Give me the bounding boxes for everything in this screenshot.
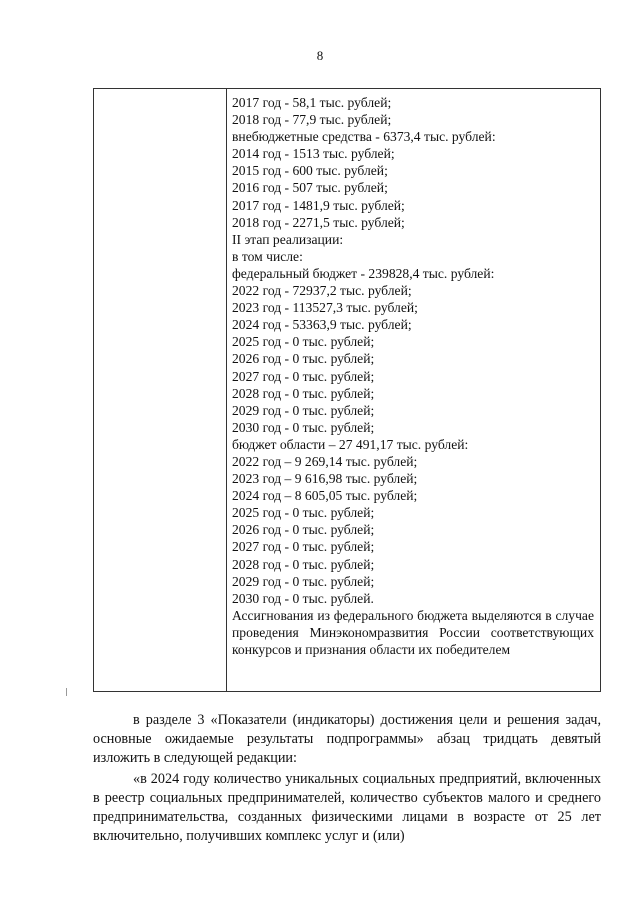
funding-line: 2018 год - 77,9 тыс. рублей;: [232, 112, 392, 128]
funding-line: II этап реализации:: [232, 231, 344, 247]
funding-line: внебюджетные средства - 6373,4 тыс. рублей:: [232, 129, 496, 145]
funding-line: 2015 год - 600 тыс. рублей;: [232, 163, 388, 179]
funding-line: 2030 год - 0 тыс. рублей.: [232, 590, 374, 606]
funding-line: 2026 год - 0 тыс. рублей;: [232, 351, 375, 367]
funding-line: бюджет области – 27 491,17 тыс. рублей:: [232, 436, 469, 452]
funding-line: 2029 год - 0 тыс. рублей;: [232, 573, 375, 589]
funding-line: 2027 год - 0 тыс. рублей;: [232, 368, 375, 384]
funding-line: федеральный бюджет - 239828,4 тыс. рублей:: [232, 265, 495, 281]
funding-line: 2017 год - 1481,9 тыс. рублей;: [232, 197, 405, 213]
funding-line: 2016 год - 507 тыс. рублей;: [232, 180, 388, 196]
paragraph: в разделе 3 «Показатели (индикаторы) достижения цели и решения задач, основные ожидаемые результаты подпрограммы» абзац тридцать девятый изложить в следующей редакции:: [93, 712, 601, 766]
funding-line: 2023 год - 113527,3 тыс. рублей;: [232, 300, 418, 316]
body-text: [93, 711, 601, 848]
funding-line: 2028 год - 0 тыс. рублей;: [232, 385, 375, 401]
funding-line: 2030 год - 0 тыс. рублей;: [232, 419, 375, 435]
funding-details-cell: [232, 94, 594, 659]
funding-line: 2026 год - 0 тыс. рублей;: [232, 522, 375, 538]
page-number: 8: [316, 48, 324, 63]
funding-line: 2022 год – 9 269,14 тыс. рублей;: [232, 453, 418, 469]
funding-line: 2024 год - 53363,9 тыс. рублей;: [232, 317, 412, 333]
table-column-divider: [226, 89, 227, 691]
funding-line: 2025 год - 0 тыс. рублей;: [232, 334, 375, 350]
funding-line: в том числе:: [232, 248, 303, 264]
funding-line: 2023 год – 9 616,98 тыс. рублей;: [232, 471, 418, 487]
funding-line: 2027 год - 0 тыс. рублей;: [232, 539, 375, 555]
funding-table: [93, 88, 601, 692]
funding-line: 2028 год - 0 тыс. рублей;: [232, 556, 375, 572]
funding-line: 2014 год - 1513 тыс. рублей;: [232, 146, 395, 162]
funding-line: 2024 год – 8 605,05 тыс. рублей;: [232, 488, 418, 504]
funding-line: 2017 год - 58,1 тыс. рублей;: [232, 95, 392, 110]
funding-note: Ассигнования из федерального бюджета выделяются в случае проведения Минэкономразвития России соответствующих конкурсов и признания области их победителем: [232, 607, 594, 658]
margin-mark: [66, 688, 67, 696]
paragraph: «в 2024 году количество уникальных социальных предприятий, включенных в реестр социальных предпринимателей, количество субъектов малого и среднего предпринимательства, созданных физическими лицами в возрасте от 25 лет включительно, получивших комплекс услуг и (или): [93, 771, 601, 844]
funding-line: 2025 год - 0 тыс. рублей;: [232, 505, 375, 521]
funding-line: 2029 год - 0 тыс. рублей;: [232, 402, 375, 418]
funding-line: 2018 год - 2271,5 тыс. рублей;: [232, 214, 405, 230]
funding-line: 2022 год - 72937,2 тыс. рублей;: [232, 283, 412, 299]
